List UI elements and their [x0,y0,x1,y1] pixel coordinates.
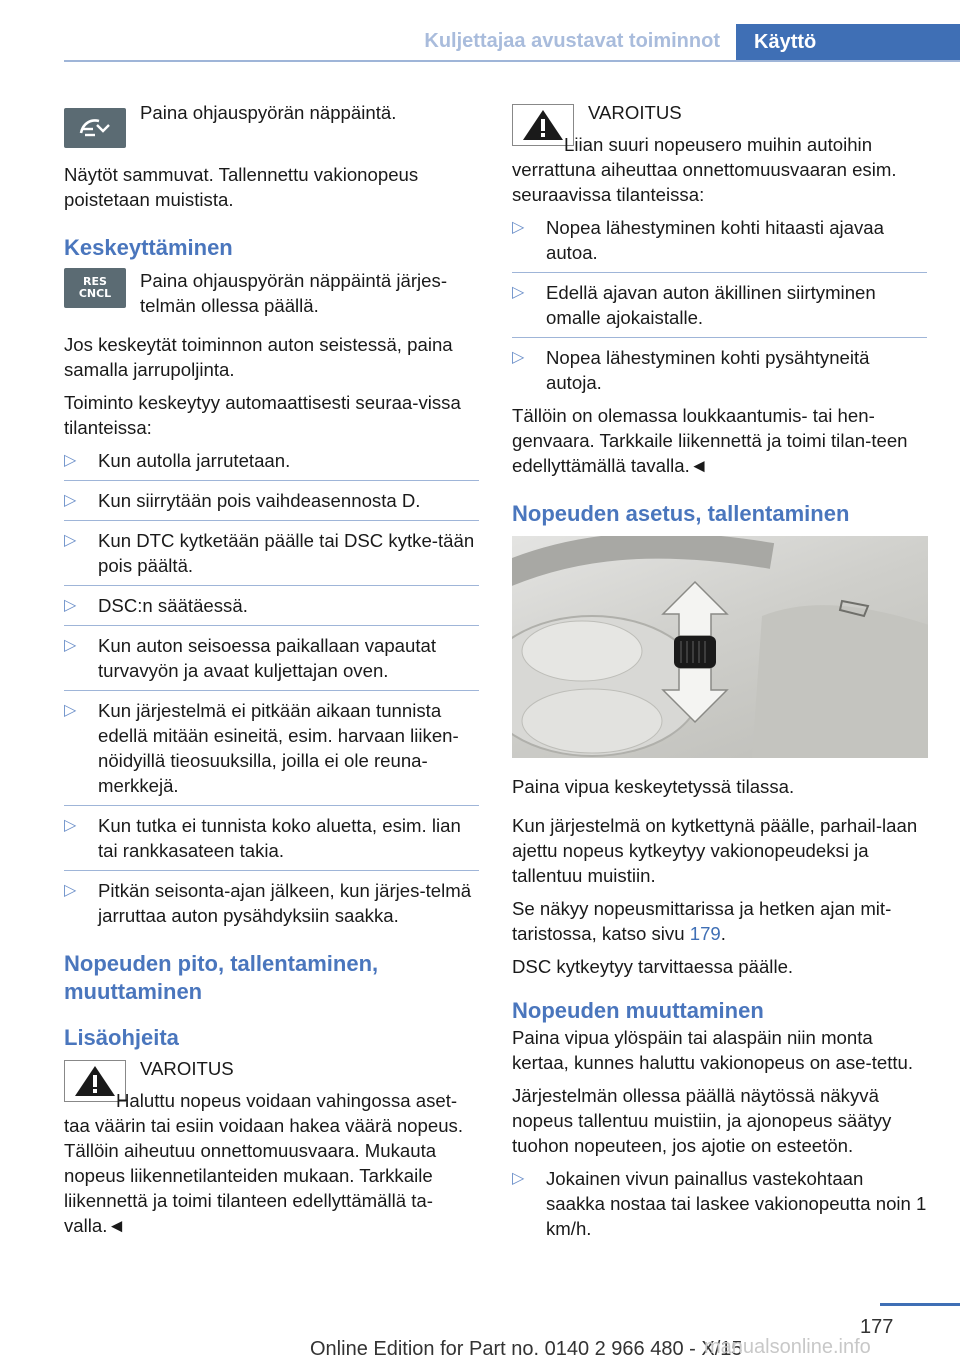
page-number: 177 [860,1316,894,1338]
change-heading: Nopeuden muuttaminen [512,998,764,1023]
list-item: ▷ Pitkän seisonta-ajan jälkeen, kun järjes-telmä jarruttaa auton pysähdyksiin saakka. [64,880,472,926]
warning-end-text: Tällöin on olemassa loukkaantumis- tai hen-genvaara. Tarkkaile liikennettä ja toimi tilan-teen edellyttämällä tavalla.◄ [512,405,908,476]
display-text: Järjestelmän ollessa päällä näytössä näkyvä nopeus tallentuu muistiin, ja ajonopeus säätyy tuohon nopeuteen, jos ajotie on esteetön. [512,1085,892,1156]
list-item: ▷ Nopea lähestyminen kohti hitaasti ajavaa autoa. [512,217,884,263]
res-cncl-instruction [64,268,479,318]
interrupt-heading: Keskeyttäminen [64,235,233,260]
warning-text: Haluttu nopeus voidaan vahingossa aset-taa väärin tai esiin voidaan hakea väärä nopeus. Tällöin aiheutuu onnettomuusvaara. Mukauta nopeus liikennetilanteiden mukaan. Tarkkaile liikennettä ja toimi tilanteen edellyttämällä ta-valla.◄ [64,1090,464,1236]
list-item: ▷ Edellä ajavan auton äkillinen siirtyminen omalle ajokaistalle. [512,282,876,328]
displays-off-text: Näytöt sammuvat. Tallennettu vakionopeus poistetaan muistista. [64,164,419,210]
header-section-title: Kuljettajaa avustavat toiminnot [424,30,720,52]
warning-title: VAROITUS [140,1058,234,1079]
maintain-heading: Nopeuden pito, tallentaminen, muuttaminen [64,951,379,1004]
list-item: ▷ Jokainen vivun painallus vastekohtaan saakka nostaa tai laskee vakionopeutta noin 1 km/h. [512,1168,927,1239]
left-column [64,100,479,1246]
cruise-control-button-icon [64,108,126,148]
footer-rule [880,1303,960,1306]
press-lever-text: Paina vipua keskeytetyssä tilassa. [512,776,795,797]
header-rule [64,60,960,62]
warning-text: Liian suuri nopeusero muihin autoihin verrattuna aiheuttaa onnettomuusvaaran esim. seuraavissa tilanteissa: [512,134,897,205]
extra-heading: Lisäohjeita [64,1025,179,1050]
visible-text: Se näkyy nopeusmittarissa ja hetken ajan mit-taristossa, katso sivu 179. [512,898,892,944]
list-item: ▷ Kun autolla jarrutetaan. [64,450,291,471]
list-item: ▷ Kun DTC kytketään päälle tai DSC kytke-tään pois päältä. [64,530,475,576]
list-item: ▷ DSC:n säätäessä. [64,595,248,616]
button-instruction [64,100,479,148]
header-tab: Käyttö [736,24,960,62]
set-text: Kun järjestelmä on kytkettynä päälle, parhail-laan ajettu nopeus kytkeytyy vakionopeudeksi ja tallentuu muistiin. [512,815,918,886]
list-item: ▷ Kun auton seisoessa paikallaan vapautat turvavyön ja avaat kuljettajan oven. [64,635,437,681]
list-item: ▷ Kun siirrytään pois vaihdeasennosta D. [64,490,421,511]
warning-title: VAROITUS [588,102,682,123]
list-item: ▷ Nopea lähestyminen kohti pysähtyneitä autoja. [512,347,870,393]
list-item: ▷ Kun järjestelmä ei pitkään aikaan tunnista edellä mitään esineitä, esim. harvaan liiken-nöidyillä tieosuuksilla, joilla ei ole reuna-merkkejä. [64,700,459,796]
standstill-note: Jos keskeytät toiminnon auton seistessä, paina samalla jarrupoljinta. [64,334,453,380]
steering-wheel-photo [512,536,928,758]
res-cncl-label: RES CNCL [78,275,112,300]
dsc-text: DSC kytkeytyy tarvittaessa päälle. [512,956,794,977]
watermark: manualsonline.info [704,1336,871,1358]
list-item: ▷ Kun tutka ei tunnista koko aluetta, esim. lian tai rankkasateen takia. [64,815,461,861]
online-edition: Online Edition for Part no. 0140 2 966 480 - X/15 [310,1338,743,1360]
press-button-text: Paina ohjauspyörän näppäintä. [140,102,397,123]
change-list [512,1166,927,1241]
res-cncl-button-icon [64,268,126,308]
right-column [512,100,927,1249]
auto-interrupt-list [64,448,479,928]
interrupt-button-text: Paina ohjauspyörän näppäintä järjes-telmän ollessa päällä. [140,270,448,316]
page-link[interactable]: 179 [689,923,721,944]
auto-interrupt-intro: Toiminto keskeytyy automaattisesti seuraa-vissa tilanteissa: [64,392,461,438]
cruise-speedometer-icon [75,115,115,141]
warning-list [512,215,927,395]
change-text: Paina vipua ylöspäin tai alaspäin niin monta kertaa, kunnes haluttu vakionopeus on ase-tettu. [512,1027,914,1073]
set-heading: Nopeuden asetus, tallentaminen [512,501,850,526]
